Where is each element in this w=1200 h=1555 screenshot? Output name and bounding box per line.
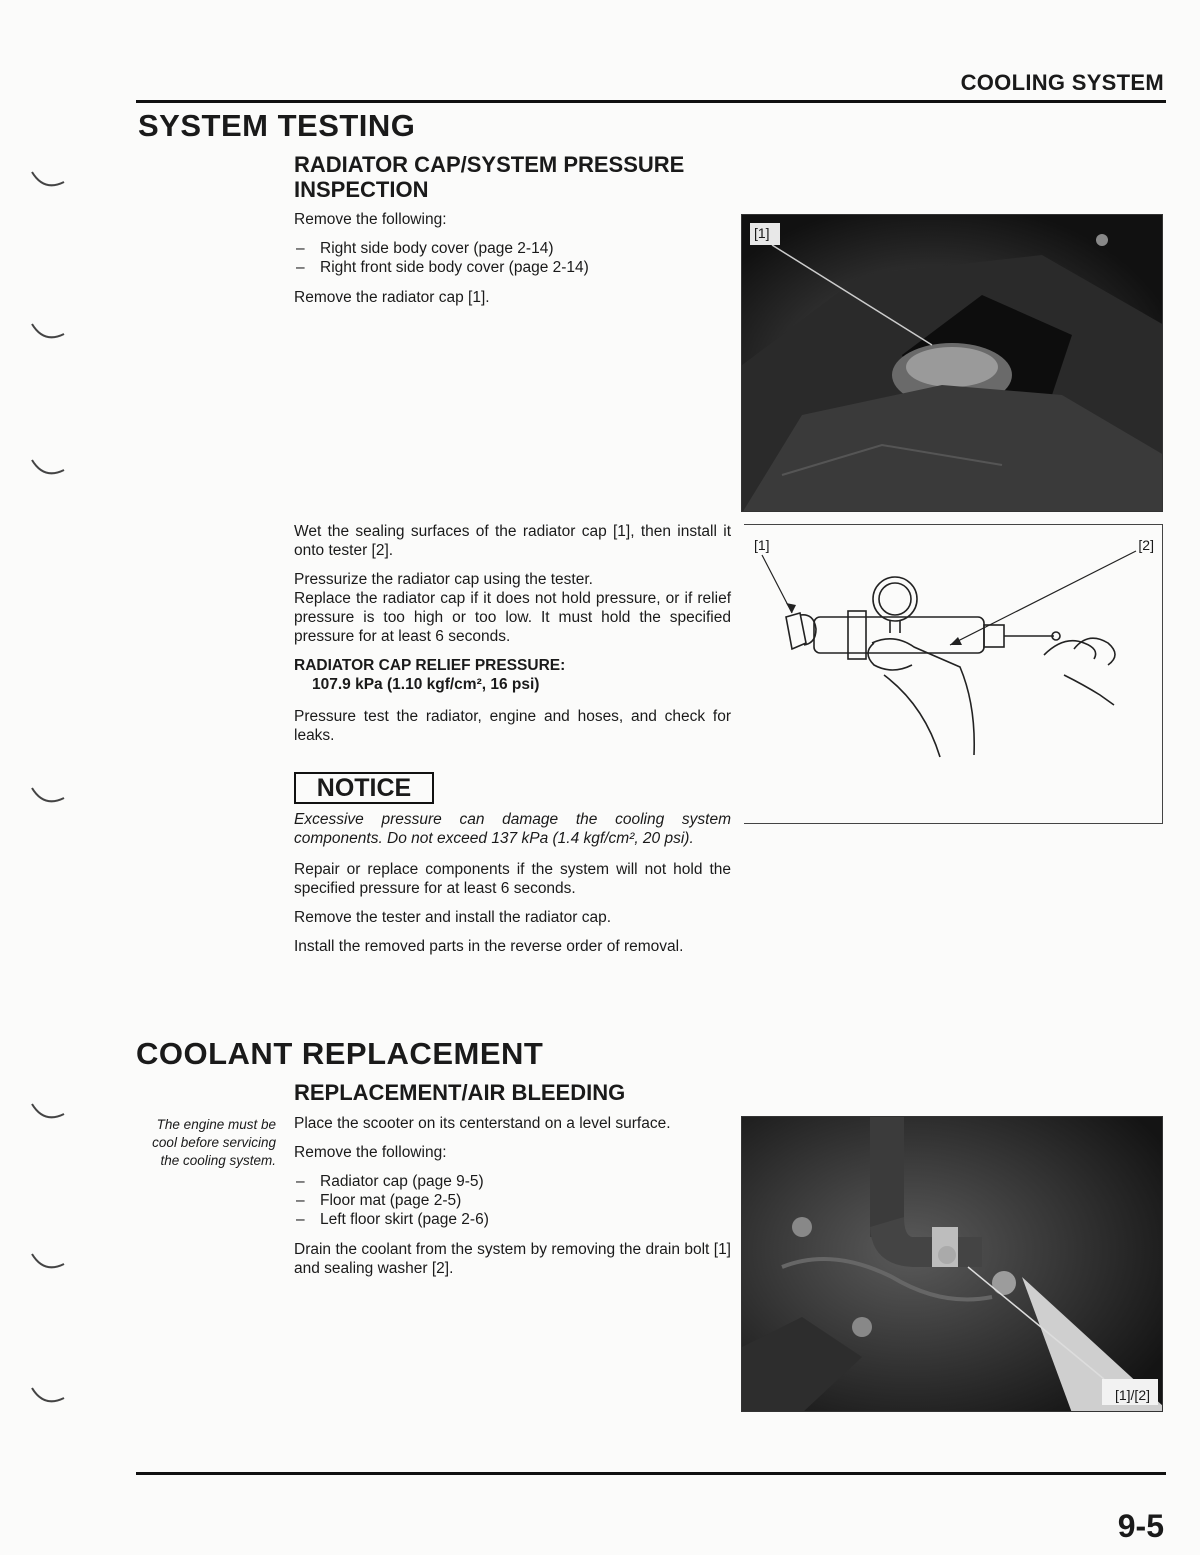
tester-diagram-art	[744, 525, 1163, 825]
list-item: – Right side body cover (page 2-14)	[294, 239, 734, 258]
notice-label	[294, 772, 434, 804]
binder-hole-mark	[30, 1252, 66, 1272]
air-bleeding-subtitle: REPLACEMENT/AIR BLEEDING	[294, 1080, 626, 1105]
binder-hole-mark	[30, 786, 66, 806]
notice-label-text: NOTICE	[316, 774, 412, 802]
radiator-cap-photo-art	[742, 215, 1163, 512]
system-testing-title: SYSTEM TESTING	[138, 108, 416, 143]
page-number: 9-5	[1117, 1508, 1164, 1544]
removal-instructions	[294, 210, 734, 307]
drain-text: Drain the coolant from the system by removing the drain bolt [1] and sealing washer [2].	[294, 1241, 731, 1277]
radiator-cap-subtitle	[294, 152, 684, 202]
remove-cap-text: Remove the radiator cap [1].	[294, 289, 490, 306]
diagram-callout-1: [1]	[754, 537, 770, 553]
coolant-remove-intro: Remove the following:	[294, 1144, 447, 1161]
place-text: Place the scooter on its centerstand on a level surface.	[294, 1115, 671, 1132]
photo1-callout-1: [1]	[754, 225, 770, 241]
diagram-callout-2: [2]	[1138, 537, 1154, 553]
install-text: Install the removed parts in the reverse order of removal.	[294, 938, 684, 955]
binder-hole-mark	[30, 458, 66, 478]
wet-text: Wet the sealing surfaces of the radiator cap [1], then install it onto tester [2].	[294, 523, 731, 559]
binder-hole-mark	[30, 322, 66, 342]
list-item: – Left floor skirt (page 2-6)	[294, 1210, 731, 1229]
coolant-instructions	[294, 1114, 731, 1278]
coolant-replacement-title: COOLANT REPLACEMENT	[136, 1036, 544, 1071]
spec-label: RADIATOR CAP RELIEF PRESSURE:	[294, 657, 566, 674]
radiator-cap-photo	[741, 214, 1163, 512]
remove-list	[294, 239, 734, 277]
header-rule	[136, 100, 1166, 103]
pressure-test-text: Pressure test the radiator, engine and hoses, and check for leaks.	[294, 708, 731, 744]
remove-tester-text: Remove the tester and install the radiator cap.	[294, 909, 612, 926]
list-item: – Right front side body cover (page 2-14)	[294, 258, 734, 277]
coolant-remove-list	[294, 1172, 731, 1229]
binder-hole-mark	[30, 1102, 66, 1122]
drain-bolt-photo	[741, 1116, 1163, 1412]
notice-and-closing	[294, 810, 731, 956]
side-note: The engine must be cool before servicing the cooling system.	[152, 1117, 276, 1168]
tester-diagram	[744, 524, 1163, 824]
binder-hole-mark	[30, 1386, 66, 1406]
footer-rule	[136, 1472, 1166, 1475]
drain-bolt-photo-art	[742, 1117, 1163, 1412]
subtitle-line-2: INSPECTION	[294, 177, 429, 202]
photo2-callout: [1]/[2]	[1114, 1387, 1150, 1403]
pressurize-text: Pressurize the radiator cap using the tester.	[294, 571, 593, 588]
tester-instructions	[294, 522, 731, 745]
subtitle-line-1: RADIATOR CAP/SYSTEM PRESSURE	[294, 152, 685, 177]
replace-cap-text: Replace the radiator cap if it does not hold pressure, or if relief pressure is too high or too low. It must hold the specified pressure for at least 6 seconds.	[294, 590, 731, 645]
binder-hole-mark	[30, 170, 66, 190]
remove-intro: Remove the following:	[294, 211, 447, 228]
list-item: – Floor mat (page 2-5)	[294, 1191, 731, 1210]
notice-text: Excessive pressure can damage the cooling system components. Do not exceed 137 kPa (1.4 kgf/cm², 20 psi).	[294, 811, 731, 847]
section-header: COOLING SYSTEM	[960, 70, 1164, 95]
repair-text: Repair or replace components if the system will not hold the specified pressure for at least 6 seconds.	[294, 861, 731, 897]
list-item: – Radiator cap (page 9-5)	[294, 1172, 731, 1191]
spec-value: 107.9 kPa (1.10 kgf/cm², 16 psi)	[312, 676, 540, 693]
